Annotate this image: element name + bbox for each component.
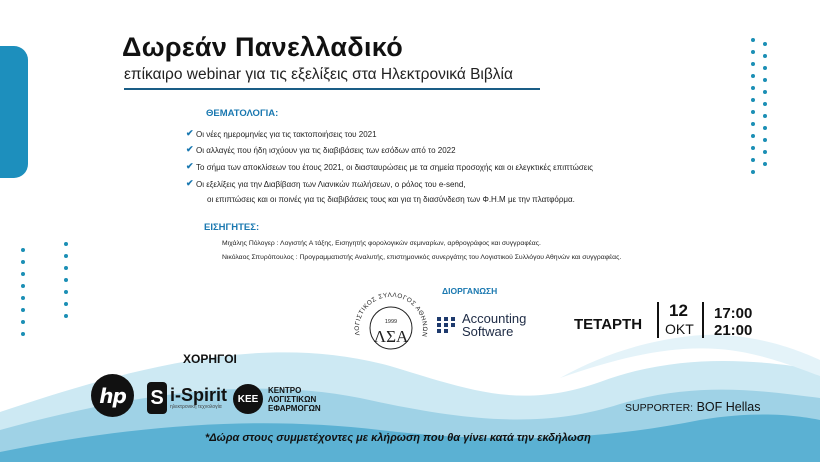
topic-item-continuation: οι επιπτώσεις και οι ποινές για τις διαβιβάσεις τους και για τη διασύνδεση των Φ.Η.Μ με την πλατφόρμα. (207, 195, 575, 204)
kee-line-1: ΚΕΝΤΡΟ (268, 385, 302, 395)
topic-item: Οι αλλαγές που ήδη ισχύουν για τις διαβιβάσεις των εσόδων από το 2022 (196, 146, 456, 155)
organizer-heading: ΔΙΟΡΓΑΝΩΣΗ (442, 286, 498, 296)
supporter-label: SUPPORTER: (625, 402, 694, 414)
check-icon: ✔ (186, 178, 194, 188)
event-time-end: 21:00 (714, 322, 753, 339)
event-date-month: ΟΚΤ (665, 321, 694, 337)
seal-ring-text: ΛΟΓΙΣΤΙΚΟΣ ΣΥΛΛΟΓΟΣ ΑΘΗΝΩΝ (353, 292, 429, 338)
ispirit-mark-icon: S (147, 382, 167, 414)
topic-item: Οι νέες ημερομηνίες για τις τακτοποιήσεις του 2021 (196, 130, 377, 139)
sponsors-heading: ΧΟΡΗΓΟΙ (183, 352, 237, 366)
dot-column-top-left-2 (64, 242, 68, 318)
ispirit-logo (147, 382, 227, 414)
topics-heading: ΘΕΜΑΤΟΛΟΓΙΑ: (206, 108, 279, 119)
subtitle-underline (124, 88, 540, 90)
event-day: ΤΕΤΑΡΤΗ (574, 316, 643, 333)
brand-line-2: Software (462, 324, 514, 339)
kee-line-2: ΛΟΓΙΣΤΙΚΩΝ (268, 394, 317, 404)
topic-item: Οι εξελίξεις για την Διαβίβαση των Λιανικών πωλήσεων, ο ρόλος του e-send, (196, 180, 466, 189)
speakers-heading: ΕΙΣΗΓΗΤΕΣ: (204, 222, 260, 233)
dot-column-top-left (21, 248, 25, 336)
page-title: Δωρεάν Πανελλαδικό (122, 32, 404, 62)
ispirit-tagline: ηλεκτρονική τεχνολογία (170, 404, 222, 410)
kee-logo (233, 384, 321, 414)
hp-logo (91, 374, 134, 417)
brand-line-1: Accounting (462, 311, 527, 326)
accounting-software-logo (436, 312, 526, 338)
check-icon: ✔ (186, 144, 194, 154)
hp-logo-text: hp (99, 383, 126, 408)
left-accent-tab (0, 46, 28, 178)
supporter (625, 400, 760, 414)
speaker-item: Νικόλαος Σπυρόπουλος : Προγραμματιστής Αναλυτής, επιστημονικός συνεργάτης του Λογιστικού Συλλόγου Αθηνών και συγγραφέας. (222, 254, 622, 261)
topic-item: Το σήμα των αποκλίσεων του έτους 2021, οι διασταυρώσεις με τα σημεία προσοχής και οι ελεγκτικές επιπτώσεις (196, 163, 593, 172)
footer-note: *Δώρα στους συμμετέχοντες με κλήρωση που θα γίνει κατά την εκδήλωση (205, 432, 591, 444)
supporter-name: BOF Hellas (696, 400, 761, 414)
seal-year: 1999 (384, 319, 398, 325)
kee-mark-text: ΚΕΕ (237, 393, 259, 405)
accountants-association-seal (352, 292, 430, 354)
ispirit-name: i-Spirit (170, 385, 227, 405)
grid-dots-icon (436, 315, 456, 335)
divider (702, 302, 704, 338)
event-date-number: 12 (669, 301, 688, 320)
dot-column-right-1 (751, 38, 755, 174)
speaker-item: Μιχάλης Πόλογερ : Λογιστής Α τάξης, Εισηγητής φορολογικών σεμιναρίων, αρθρογράφος και συγγραφέας. (222, 240, 541, 247)
divider (657, 302, 659, 338)
dot-column-right-2 (763, 42, 767, 166)
page-subtitle: επίκαιρο webinar για τις εξελίξεις στα Ηλεκτρονικά Βιβλία (124, 66, 513, 83)
kee-mark-icon (233, 384, 263, 414)
event-time-start: 17:00 (714, 305, 753, 322)
check-icon: ✔ (186, 128, 194, 138)
kee-line-3: ΕΦΑΡΜΟΓΩΝ (268, 403, 321, 413)
check-icon: ✔ (186, 161, 194, 171)
seal-letters: ΛΣΑ (373, 327, 409, 346)
